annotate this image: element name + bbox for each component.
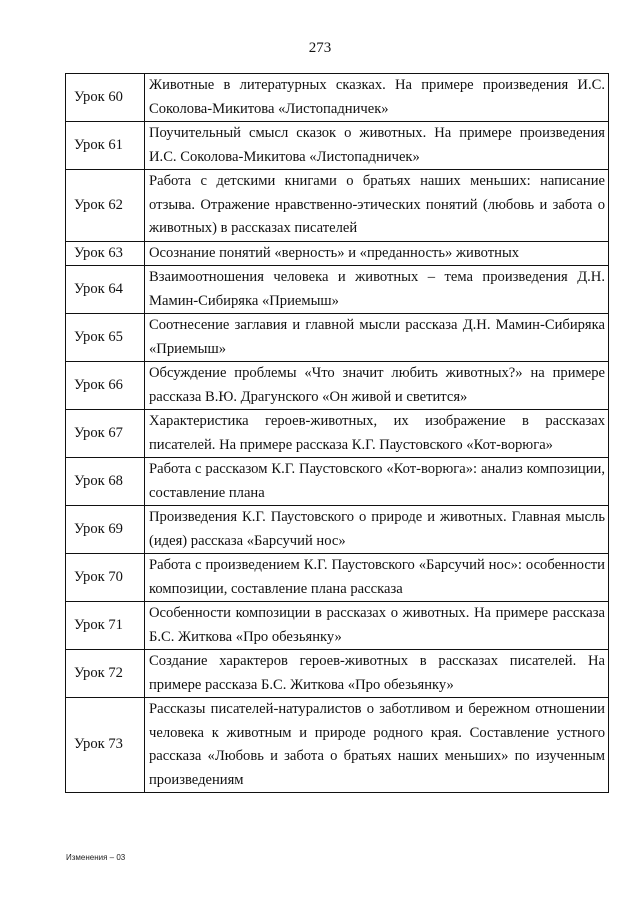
lesson-table-body [66,74,609,793]
lesson-row [66,602,609,650]
lesson-number: Урок 60 [66,74,145,122]
lesson-topic: Особенности композиции в рассказах о животных. На примере рассказа Б.С. Житкова «Про обезьянку» [145,602,609,650]
footer-revision: Изменения – 03 [66,853,126,862]
lesson-row [66,410,609,458]
lesson-row [66,122,609,170]
lesson-table [65,73,609,793]
lesson-number: Урок 72 [66,650,145,698]
lesson-row [66,554,609,602]
lesson-topic: Работа с произведением К.Г. Паустовского «Барсучий нос»: особенности композиции, составление плана рассказа [145,554,609,602]
lesson-number: Урок 68 [66,458,145,506]
lesson-number: Урок 61 [66,122,145,170]
lesson-row [66,458,609,506]
lesson-number: Урок 63 [66,241,145,266]
lesson-number: Урок 71 [66,602,145,650]
lesson-number: Урок 69 [66,506,145,554]
lesson-row [66,698,609,793]
page-number: 273 [308,40,332,56]
lesson-topic: Работа с детскими книгами о братьях наших меньших: написание отзыва. Отражение нравственно-этических понятий (любовь и забота о животных) в рассказах писателей [145,170,609,242]
lesson-topic: Создание характеров героев-животных в рассказах писателей. На примере рассказа Б.С. Житкова «Про обезьянку» [145,650,609,698]
lesson-topic: Обсуждение проблемы «Что значит любить животных?» на примере рассказа В.Ю. Драгунского «Он живой и светится» [145,362,609,410]
lesson-number: Урок 73 [66,698,145,793]
lesson-topic: Соотнесение заглавия и главной мысли рассказа Д.Н. Мамин-Сибиряка «Приемыш» [145,314,609,362]
lesson-number: Урок 66 [66,362,145,410]
lesson-row [66,170,609,242]
lesson-row [66,362,609,410]
lesson-topic: Взаимоотношения человека и животных – тема произведения Д.Н. Мамин-Сибиряка «Приемыш» [145,266,609,314]
lesson-row [66,314,609,362]
lesson-row [66,241,609,266]
lesson-number: Урок 70 [66,554,145,602]
lesson-number: Урок 62 [66,170,145,242]
lesson-topic: Рассказы писателей-натуралистов о заботливом и бережном отношении человека к животным и природе родного края. Составление устного рассказа «Любовь и забота о братьях наших меньших» по изученным произведениям [145,698,609,793]
lesson-number: Урок 67 [66,410,145,458]
lesson-topic: Произведения К.Г. Паустовского о природе и животных. Главная мысль (идея) рассказа «Барсучий нос» [145,506,609,554]
lesson-row [66,74,609,122]
lesson-row [66,650,609,698]
lesson-row [66,266,609,314]
lesson-row [66,506,609,554]
lesson-number: Урок 64 [66,266,145,314]
lesson-topic: Животные в литературных сказках. На примере произведения И.С. Соколова-Микитова «Листопадничек» [145,74,609,122]
lesson-number: Урок 65 [66,314,145,362]
lesson-topic: Характеристика героев-животных, их изображение в рассказах писателей. На примере рассказа К.Г. Паустовского «Кот-ворюга» [145,410,609,458]
lesson-topic: Поучительный смысл сказок о животных. На примере произведения И.С. Соколова-Микитова «Листопадничек» [145,122,609,170]
lesson-topic: Осознание понятий «верность» и «преданность» животных [145,241,609,266]
lesson-topic: Работа с рассказом К.Г. Паустовского «Кот-ворюга»: анализ композиции, составление плана [145,458,609,506]
